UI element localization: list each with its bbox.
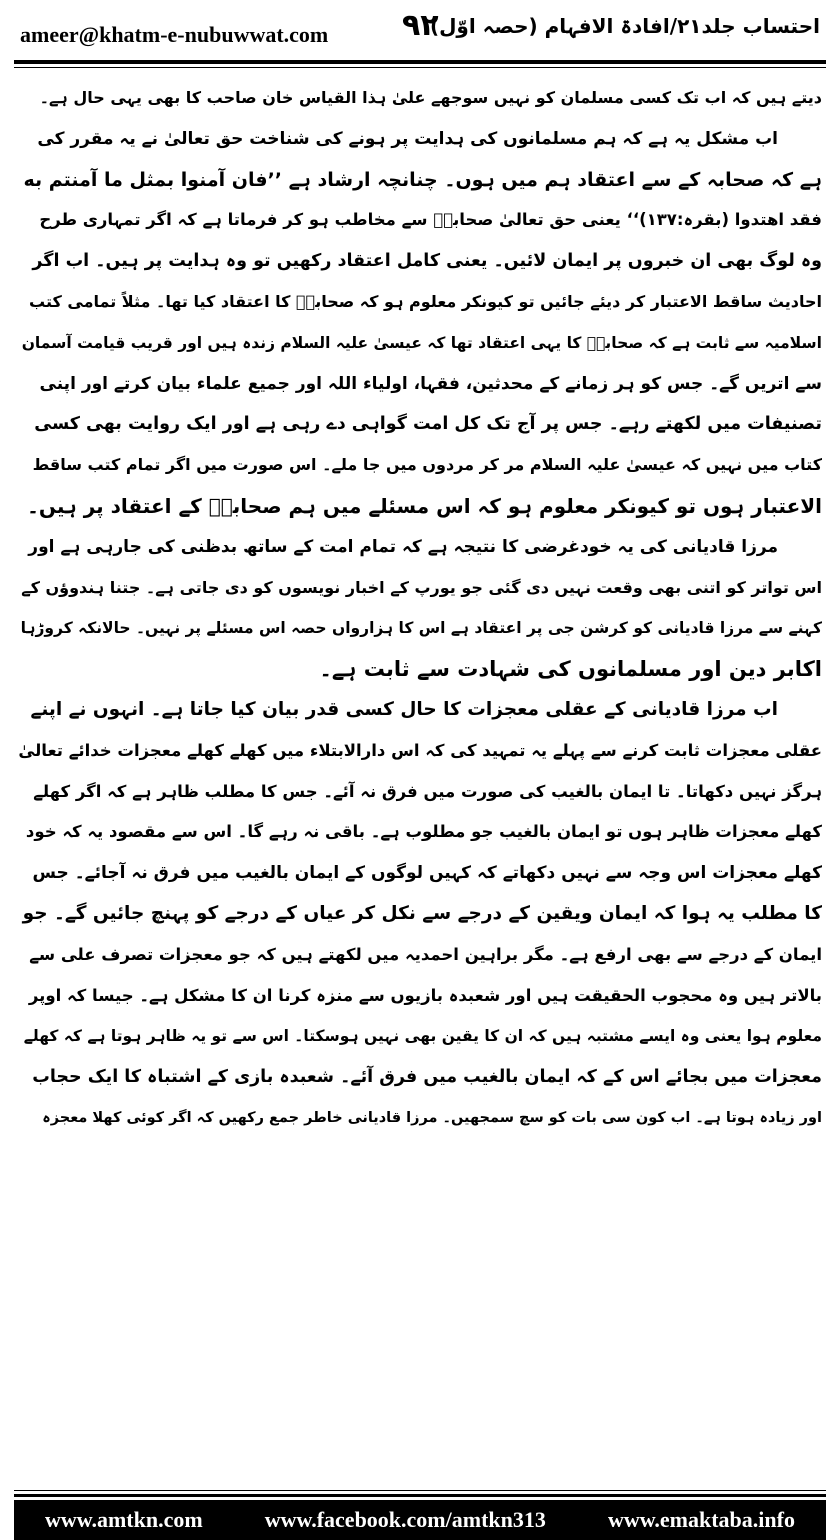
header-rule-thick [14, 60, 826, 64]
text-line: تصنیفات میں لکھتے رہے۔ جس پر آج تک کل امت گواہی دے رہی ہے اور ایک روایت بھی کسی [34, 414, 822, 435]
text-line: معلوم ہوا یعنی وہ ایسے مشتبہ ہیں کہ ان کا یقین بھی نہیں ہوسکتا۔ اس سے تو یہ ظاہر ہوتا ہے کہ کھلے [23, 1027, 822, 1046]
page-footer [14, 1500, 826, 1540]
text-line: فقد اھتدوا (بقرہ:۱۳۷)‘‘ یعنی حق تعالیٰ صحابہؓ سے مخاطب ہو کر فرماتا ہے کہ اگر تمہاری طرح [39, 210, 822, 230]
text-line: ہے کہ صحابہ کے سے اعتقاد ہم میں ہوں۔ چنانچہ ارشاد ہے ’’فان آمنوا بمثل ما آمنتم به [23, 168, 822, 191]
text-line: عقلی معجزات ثابت کرنے سے پہلے یہ تمہید کی کہ اس دارالابتلاء میں کھلے کھلے معجزات خدائے تعالیٰ [18, 740, 822, 760]
page-body [18, 78, 822, 1480]
text-line: سے اتریں گے۔ جس کو ہر زمانے کے محدثین، فقہا، اولیاء اللہ اور جمیع علماء بیان کرتے اور اپنی [39, 373, 822, 394]
header-email: ameer@khatm-e-nubuwwat.com [20, 22, 329, 47]
book-title: احتساب جلد۲۱/افادۃ الافہام (حصہ اوّل) [429, 14, 820, 38]
text-line: اسلامیہ سے ثابت ہے کہ صحابہؓ کا یہی اعتقاد تھا کہ عیسیٰ علیہ السلام زندہ ہیں اور قریب قیامت آسمان [21, 333, 822, 352]
footer-rule-thin [14, 1490, 826, 1491]
header-rule-thin [14, 67, 826, 68]
text-line: کھلے معجزات ظاہر ہوں تو ایمان بالغیب جو مطلوب ہے۔ باقی نہ رہے گا۔ اس سے مقصود یہ کہ خود [25, 822, 822, 842]
text-line: معجزات میں بجائے اس کے کہ ایمان بالغیب میں فرق آئے۔ شعبدہ بازی کے اشتباہ کا ایک حجاب [32, 1067, 822, 1088]
text-line: وہ لوگ بھی ان خبروں پر ایمان لائیں۔ یعنی کامل اعتقاد رکھیں تو وہ ہدایت پر ہیں۔ اب اگر [32, 251, 822, 272]
text-line: بالاتر ہیں وہ محجوب الحقیقت ہیں اور شعبدہ بازیوں سے منزہ کرنا ان کا مشکل ہے۔ جیسا کہ اوپر [28, 985, 822, 1005]
footer-link-facebook: www.facebook.com/amtkn313 [264, 1507, 546, 1532]
text-line: اکابر دین اور مسلمانوں کی شہادت سے ثابت ہے۔ [319, 657, 822, 682]
text-line: مرزا قادیانی کی یہ خودغرضی کا نتیجہ ہے کہ تمام امت کے ساتھ بدظنی کی جارہی ہے اور [28, 536, 778, 557]
text-line: کا مطلب یہ ہوا کہ ایمان ویقین کے درجے سے نکل کر عیاں کے درجے کو پہنچ جائیں گے۔ جو [22, 902, 822, 924]
page-number: ۹۲ [402, 8, 439, 43]
page-header [0, 0, 840, 62]
footer-link-amtkn: www.amtkn.com [45, 1507, 203, 1532]
text-line: اب مشکل یہ ہے کہ ہم مسلمانوں کی ہدایت پر ہونے کی شناخت حق تعالیٰ نے یہ مقرر کی [37, 128, 778, 149]
footer-rule-thick [14, 1494, 826, 1497]
text-line: ہرگز نہیں دکھاتا۔ تا ایمان بالغیب کی صورت میں فرق نہ آئے۔ جس کا مطلب ظاہر ہے کہ اگر کھلے [33, 781, 822, 801]
text-line: اور زیادہ ہوتا ہے۔ اب کون سی بات کو سچ سمجھیں۔ مرزا قادیانی خاطر جمع رکھیں کہ اگر کوئی کھلا معجزہ [42, 1109, 822, 1126]
text-line: ایمان کے درجے سے بھی ارفع ہے۔ مگر براہین احمدیہ میں لکھتے ہیں کہ جو معجزات تصرف علی سے [29, 944, 822, 964]
text-line: اس تواتر کو اتنی بھی وقعت نہیں دی گئی جو یورپ کے اخبار نویسوں کو دی جاتی ہے۔ جتنا ہندوؤں کے [21, 577, 822, 597]
text-line: احادیث ساقط الاعتبار کر دیئے جائیں تو کیونکر معلوم ہو کہ صحابہؓ کا اعتقاد کیا تھا۔ مثلاً تمامی کتب [29, 291, 822, 311]
text-line: الاعتبار ہوں تو کیونکر معلوم ہو کہ اس مسئلے میں ہم صحابہؓ کے اعتقاد پر ہیں۔ [27, 493, 822, 518]
text-line: کہنے سے مرزا قادیانی کو کرشن جی پر اعتقاد ہے اس کا ہزارواں حصہ اس مسئلے پر نہیں۔ حالانکہ کروڑہا [20, 619, 822, 638]
text-line: دیتے ہیں کہ اب تک کسی مسلمان کو نہیں سوجھے علیٰ ہذا القیاس خان صاحب کا بھی یہی حال ہے۔ [39, 88, 822, 107]
text-line: اب مرزا قادیانی کے عقلی معجزات کا حال کسی قدر بیان کیا جاتا ہے۔ انہوں نے اپنے [30, 698, 778, 720]
text-line: کتاب میں نہیں کہ عیسیٰ علیہ السلام مر کر مردوں میں جا ملے۔ اس صورت میں اگر تمام کتب ساقط [32, 455, 822, 475]
footer-link-emaktaba: www.emaktaba.info [607, 1507, 795, 1532]
text-line: کھلے معجزات اس وجہ سے نہیں دکھاتے کہ کہیں لوگوں کے ایمان بالغیب میں فرق نہ آجائے۔ جس [32, 863, 822, 884]
